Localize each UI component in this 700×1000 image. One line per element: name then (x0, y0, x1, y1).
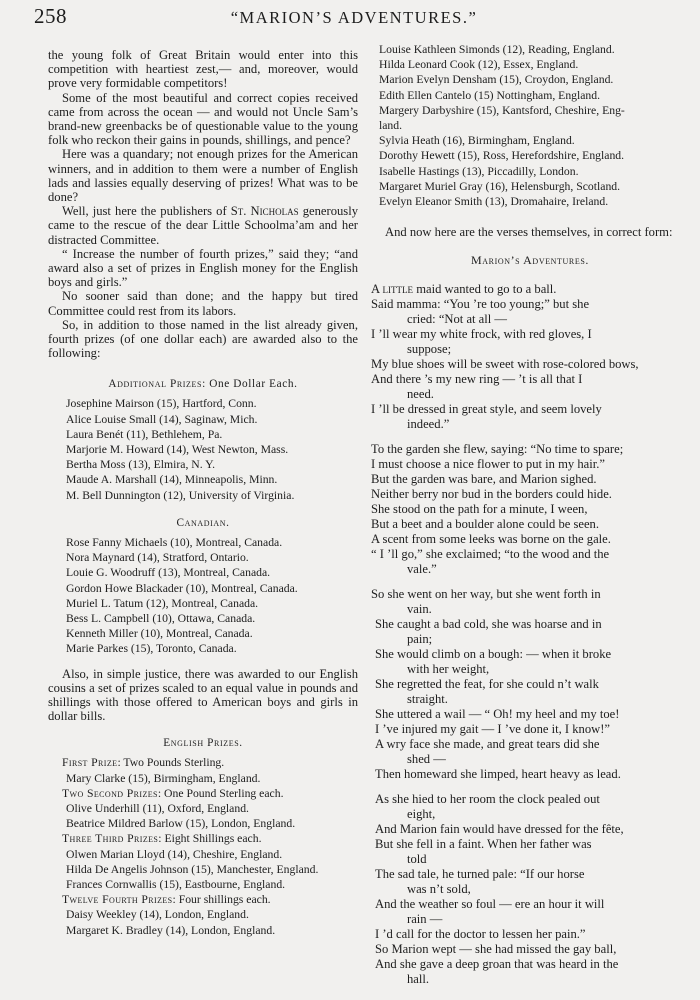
page-number: 258 (34, 4, 67, 28)
poem-line: vale.” (407, 562, 437, 577)
poem-line: indeed.” (407, 417, 450, 432)
poem-line: I ’ve injured my gait — I ’ve done it, I know!” (375, 722, 611, 737)
fourth-prize-list-continued (371, 42, 689, 103)
paragraph: And now here are the verses themselves, in correct form: (385, 225, 673, 240)
fourth-prize-item-wrapped (371, 103, 689, 133)
section-heading: English Prizes. (163, 737, 243, 750)
poem-line: So she went on her way, but she went forth in (371, 587, 601, 602)
list-item: Maude A. Marshall (14), Minneapolis, Minn. (66, 473, 278, 487)
paragraph: No sooner said than done; and the happy but tired Committee could rest from its labors. (48, 289, 358, 318)
poem-line: shed — (407, 752, 446, 767)
poem-line: And there ’s my new ring — ’t is all that I (371, 372, 583, 387)
poem-line: And Marion fain would have dressed for the fête, (375, 822, 624, 837)
poem-line: But a beet and a boulder alone could be seen. (371, 517, 600, 532)
magazine-name: St. Nicholas (230, 204, 299, 219)
list-item: Evelyn Eleanor Smith (13), Dromahaire, Ireland. (379, 195, 609, 209)
list-item: Sylvia Heath (16), Birmingham, England. (379, 134, 575, 148)
list-item: Hilda De Angelis Johnson (15), Manchester, England. (66, 862, 319, 876)
poem-line: suppose; (407, 342, 452, 357)
stanza (371, 282, 689, 432)
poem-line: But the garden was bare, and Marion sighed. (371, 472, 597, 487)
poem-line: She stood on the path for a minute, I ween, (371, 502, 588, 517)
list-item: Daisy Weekley (14), London, England. (66, 908, 249, 922)
list-item: Josephine Mairson (15), Hartford, Conn. (66, 397, 257, 411)
paragraph: “ Increase the number of fourth prizes,” said they; “and award also a set of prizes in English money for the English boys and girls.” (48, 246, 358, 290)
poem-line: I ’ll be dressed in great style, and seem lovely (371, 402, 602, 417)
list-item: Louie G. Woodruff (13), Montreal, Canada. (66, 566, 271, 580)
list-item: Margaret Muriel Gray (16), Helensburgh, Scotland. (379, 179, 621, 193)
poem-line: And she gave a deep groan that was heard in the (375, 957, 619, 972)
list-item-continuation: land. (379, 119, 403, 133)
page-header (34, 4, 674, 32)
prize-category: Two Second Prizes: One Pound Sterling each. (62, 786, 284, 800)
list-item: Muriel L. Tatum (12), Montreal, Canada. (66, 596, 259, 610)
poem-line: Then homeward she limped, heart heavy as lead. (375, 767, 621, 782)
poem-line: She regretted the feat, for she could n’t walk (375, 677, 599, 692)
poem-line: hall. (407, 972, 430, 987)
poem-line: was n’t sold, (407, 882, 471, 897)
list-item: Nora Maynard (14), Stratford, Ontario. (66, 551, 249, 565)
poem-line: “ I ’ll go,” she exclaimed; “to the wood and the (371, 547, 610, 562)
poem-line: A little maid wanted to go to a ball. (371, 282, 557, 297)
list-item: Gordon Howe Blackader (10), Montreal, Canada. (66, 581, 298, 595)
section-heading: Additional Prizes: One Dollar Each. (108, 378, 298, 391)
poem-line: And the weather so foul — ere an hour it will (375, 897, 605, 912)
right-column (371, 42, 689, 997)
stanza (371, 792, 689, 987)
poem-line: Said mamma: “You ’re too young;” but she (371, 297, 590, 312)
list-item: Dorothy Hewett (15), Ross, Herefordshire, England. (379, 149, 625, 163)
list-item: Hilda Leonard Cook (12), Essex, England. (379, 58, 579, 72)
list-item: Kenneth Miller (10), Montreal, Canada. (66, 627, 253, 641)
paragraph: So, in addition to those named in the list already given, fourth prizes (of one dollar each) are awarded also to the following: (48, 317, 358, 361)
stanza (371, 587, 689, 782)
prize-category: First Prize: Two Pounds Sterling. (62, 756, 225, 770)
list-item: Edith Ellen Cantelo (15) Nottingham, England. (379, 88, 601, 102)
list-item: Margaret K. Bradley (14), London, England. (66, 923, 276, 937)
poem-line: eight, (407, 807, 436, 822)
fourth-prize-list-continued-2 (371, 133, 689, 209)
list-item: Bertha Moss (13), Elmira, N. Y. (66, 458, 215, 472)
poem-line: vain. (407, 602, 432, 617)
poem-line: need. (407, 387, 434, 402)
poem-line: My blue shoes will be sweet with rose-colored bows, (371, 357, 639, 372)
poem-line: straight. (407, 692, 448, 707)
poem-line: As she hied to her room the clock pealed out (375, 792, 600, 807)
list-item: Bess L. Campbell (10), Ottawa, Canada. (66, 611, 256, 625)
section-heading: Canadian. (176, 516, 230, 529)
third-prize-list (48, 847, 358, 893)
left-column (48, 48, 358, 938)
stanza (371, 442, 689, 577)
first-prize-list (48, 771, 358, 786)
poem-title: Marion’s Adventures. (470, 253, 589, 268)
poem-line: She uttered a wail — “ Oh! my heel and my toe! (375, 707, 620, 722)
poem-line: with her weight, (407, 662, 490, 677)
prize-category: Three Third Prizes: Eight Shillings each. (62, 832, 262, 846)
poem-line: The sad tale, he turned pale: “If our horse (375, 867, 585, 882)
poem-line: She caught a bad cold, she was hoarse and in (375, 617, 602, 632)
paragraph: Also, in simple justice, there was awarded to our English cousins a set of prizes scaled to an equal value in pounds and shillings with those offered to American boys and girls in dollar bills. (48, 666, 358, 724)
list-item: Olwen Marian Lloyd (14), Cheshire, England. (66, 847, 283, 861)
poem-line: pain; (407, 632, 433, 647)
additional-prize-list (48, 396, 358, 502)
list-item: Isabelle Hastings (13), Piccadilly, London. (379, 164, 579, 178)
poem-line: But she fell in a faint. When her father was (375, 837, 592, 852)
list-item: Marion Evelyn Densham (15), Croydon, England. (379, 73, 614, 87)
paragraph: Well, just here the publishers of St. Nicholas generously came to the rescue of the dear Little Schoolma’am and her distracted Committee. (48, 204, 358, 247)
list-item: Rose Fanny Michaels (10), Montreal, Canada. (66, 535, 283, 549)
poem-line: A scent from some leeks was borne on the gale. (371, 532, 611, 547)
running-title: “MARION’S ADVENTURES.” (230, 8, 478, 27)
poem-line: told (407, 852, 427, 867)
list-item: Marjorie M. Howard (14), West Newton, Mass. (66, 443, 289, 457)
list-item: M. Bell Dunnington (12), University of Virginia. (66, 488, 295, 502)
list-item: Louise Kathleen Simonds (12), Reading, England. (379, 43, 615, 56)
poem-line: To the garden she flew, saying: “No time to spare; (371, 442, 624, 457)
poem-line: cried: “Not at all — (407, 312, 508, 327)
list-item: Alice Louise Small (14), Saginaw, Mich. (66, 412, 258, 426)
poem-line: So Marion wept — she had missed the gay ball, (375, 942, 617, 957)
prize-category: Twelve Fourth Prizes: Four shillings each. (62, 893, 271, 907)
poem-line: I must choose a nice flower to put in my hair.” (371, 457, 605, 472)
poem-line: I ’d call for the doctor to lessen her pain.” (375, 927, 586, 942)
list-item: Olive Underhill (11), Oxford, England. (66, 801, 249, 815)
poem (371, 282, 689, 987)
poem-line: Neither berry nor bud in the borders could hide. (371, 487, 612, 502)
second-prize-list (48, 801, 358, 831)
list-item: Beatrice Mildred Barlow (15), London, England. (66, 817, 296, 831)
poem-line: rain — (407, 912, 443, 927)
list-item: Margery Darbyshire (15), Kantsford, Cheshire, Eng- (379, 103, 625, 117)
list-item: Marie Parkes (15), Toronto, Canada. (66, 642, 237, 656)
list-item: Mary Clarke (15), Birmingham, England. (66, 771, 261, 785)
paragraph: Some of the most beautiful and correct copies received came from across the ocean — and would not Uncle Sam’s brand-new greenbacks be of questionable value to the young folk who reckon their gains in pounds, shillings, and pence? (48, 90, 358, 148)
paragraph: Here was a quandary; not enough prizes for the American winners, and in addition to them were a number of English lads and lassies equally deserving of prizes! What was to be done? (48, 147, 358, 205)
list-item: Frances Cornwallis (15), Eastbourne, England. (66, 877, 286, 891)
canadian-prize-list (48, 535, 358, 657)
fourth-prize-list (48, 907, 358, 937)
paragraph: the young folk of Great Britain would enter into this competition with heartiest zest,— and, moreover, would prove very formidable competitors! (48, 48, 358, 91)
poem-line: I ’ll wear my white frock, with red gloves, I (371, 327, 592, 342)
list-item: Laura Benét (11), Bethlehem, Pa. (66, 427, 223, 441)
poem-line: A wry face she made, and great tears did she (375, 737, 600, 752)
poem-line: She would climb on a bough: — when it broke (375, 647, 612, 662)
